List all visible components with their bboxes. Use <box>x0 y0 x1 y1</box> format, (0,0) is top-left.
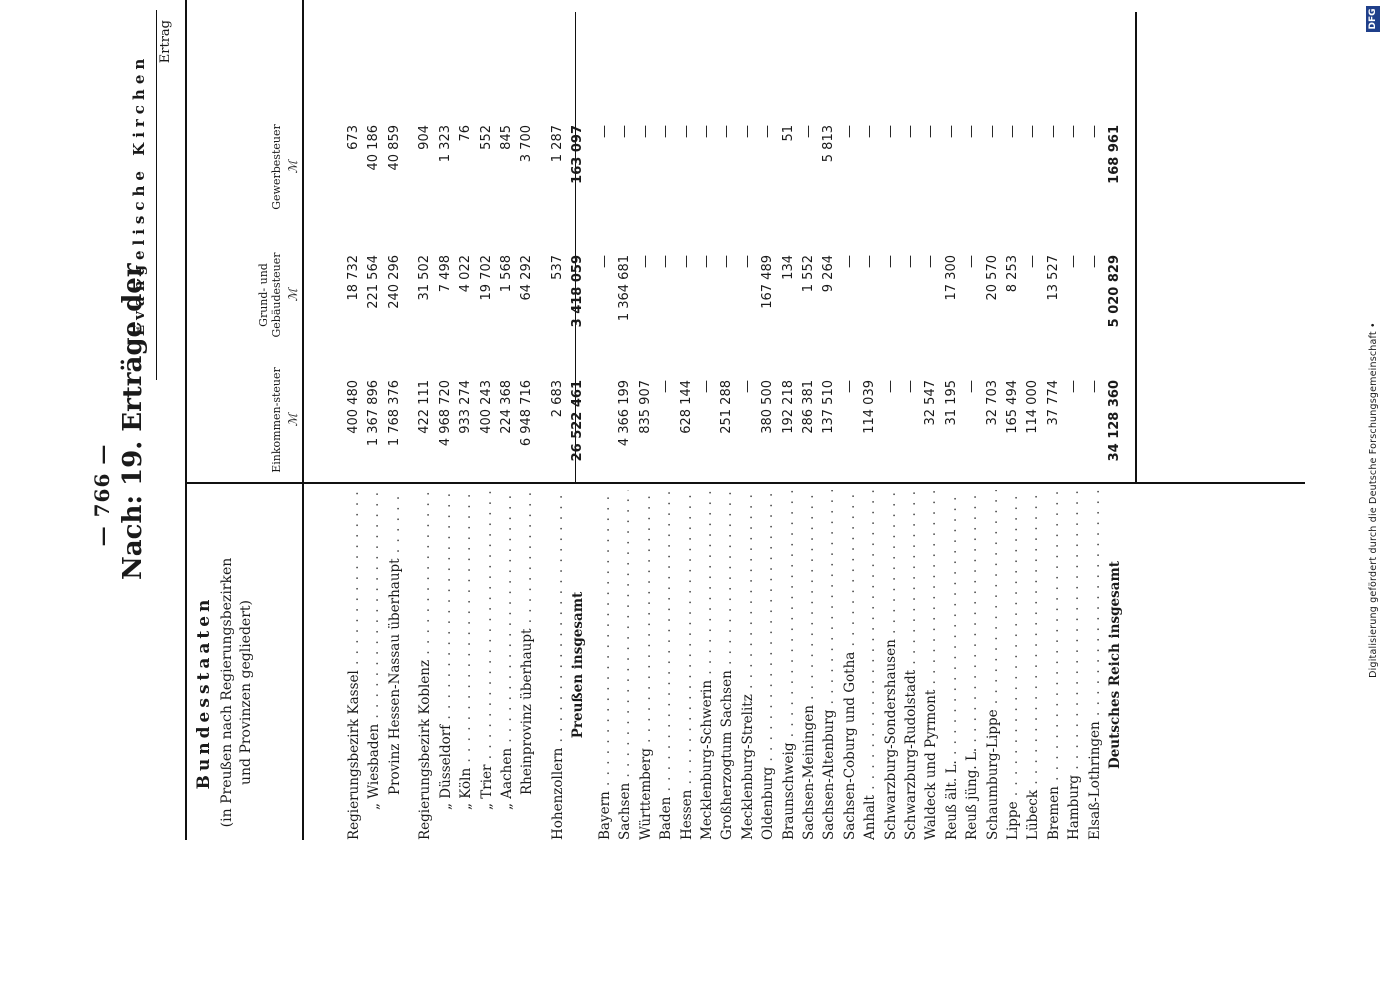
table-row <box>882 0 900 840</box>
row-value-v2: — <box>862 125 878 138</box>
row-value-v0: 137 510 <box>821 380 837 434</box>
table-row <box>457 0 475 840</box>
row-value-v2: 168 961 <box>1106 125 1122 184</box>
table-row <box>922 0 940 840</box>
row-value-v2: 51 <box>780 125 796 142</box>
row-label: Großherzogtum Sachsen . . . <box>718 490 736 840</box>
row-value-v2: — <box>637 125 653 138</box>
row-value-v2: — <box>617 125 633 138</box>
row-label: Hohenzollern . . . <box>549 490 567 840</box>
row-value-v1: 3 418 059 <box>570 255 586 328</box>
row-value-v0: — <box>739 380 755 393</box>
row-value-v1: — <box>1025 255 1041 268</box>
table-row <box>549 0 567 840</box>
row-value-v1: — <box>882 255 898 268</box>
row-value-v0: — <box>882 380 898 393</box>
row-value-v0: 37 774 <box>1045 380 1061 426</box>
table-row <box>678 0 696 840</box>
row-value-v2: — <box>964 125 980 138</box>
column-unit: ℳ <box>286 288 300 302</box>
row-value-v1: — <box>1066 255 1082 268</box>
row-value-v1: 64 292 <box>519 255 535 301</box>
row-label: Schwarzburg-Rudolstadt . . . <box>902 490 920 840</box>
row-value-v1: — <box>923 255 939 268</box>
row-value-v2: 1 287 <box>550 125 565 163</box>
table-row <box>841 0 859 840</box>
row-value-v2: — <box>943 125 959 138</box>
row-value-v2: — <box>882 125 898 138</box>
summary-row <box>569 0 587 840</box>
row-value-v2: — <box>739 125 755 138</box>
row-value-v0: 251 288 <box>719 380 735 434</box>
table-row <box>963 0 981 840</box>
dfg-logo: DFG <box>1366 6 1380 32</box>
row-value-v1: — <box>658 255 674 268</box>
row-value-v1: 1 552 <box>800 255 816 293</box>
dfg-credit: Digitalisierung gefördert durch die Deutsche Forschungsgemeinschaft • <box>1368 322 1379 678</box>
row-value-v1: 9 264 <box>821 255 837 293</box>
row-value-v1: 1 364 681 <box>617 255 633 322</box>
column-label: Grund- und Gebäudesteuer <box>257 252 283 338</box>
table-row <box>596 0 614 840</box>
header-bottom-rule <box>302 0 304 840</box>
column-label: Einkommen-steuer <box>270 367 283 473</box>
row-value-v2: 163 097 <box>570 125 586 184</box>
row-label: Elsaß-Lothringen . . . <box>1086 490 1104 840</box>
row-label: Bayern . . . <box>596 490 614 840</box>
row-label: Mecklenburg-Schwerin . . . <box>698 490 716 840</box>
row-value-v2: 3 700 <box>519 125 535 163</box>
table-row <box>1065 0 1083 840</box>
row-label: „ Wiesbaden . . . <box>365 490 383 810</box>
page-number: — 766 — <box>90 443 114 547</box>
table-row <box>518 0 536 840</box>
table-row <box>416 0 434 840</box>
row-value-v0: 1 367 896 <box>366 380 382 447</box>
row-value-v0: 422 111 <box>417 380 433 434</box>
row-value-v2: — <box>596 125 612 138</box>
row-value-v1: 4 022 <box>458 255 474 293</box>
row-label: Hessen . . . <box>678 490 696 840</box>
row-value-v1: — <box>862 255 878 268</box>
column-unit: ℳ <box>286 160 300 174</box>
table-row <box>637 0 655 840</box>
row-label: Lippe . . . <box>1004 490 1022 840</box>
table-heading: Nach: 19. Erträge der <box>118 263 148 580</box>
row-value-v2: 904 <box>417 125 433 150</box>
table-row <box>698 0 716 840</box>
row-value-v0: 1 768 376 <box>386 380 402 447</box>
row-value-v0: — <box>1086 380 1102 393</box>
row-value-v0: 34 128 360 <box>1106 380 1122 462</box>
table-row <box>386 0 404 840</box>
row-label: Schaumburg-Lippe . . . <box>984 490 1002 840</box>
top-rule <box>185 0 187 840</box>
row-value-v2: — <box>1004 125 1020 138</box>
row-value-v0: 32 547 <box>923 380 939 426</box>
column-header-land-building-tax <box>210 240 300 350</box>
row-value-v2: — <box>760 125 776 138</box>
row-value-v1: 221 564 <box>366 255 382 309</box>
row-label: Lübeck . . . <box>1024 490 1042 840</box>
row-value-v2: — <box>800 125 816 138</box>
table-row <box>1045 0 1063 840</box>
table-row <box>1024 0 1042 840</box>
row-label: Braunschweig . . . <box>780 490 798 840</box>
row-value-v2: — <box>678 125 694 138</box>
row-value-v1: 19 702 <box>478 255 494 301</box>
row-label: Schwarzburg-Sondershausen . . . <box>882 490 900 840</box>
row-value-v2: — <box>984 125 1000 138</box>
row-label: Regierungsbezirk Kassel . . . <box>345 490 363 840</box>
row-value-v1: 18 732 <box>346 255 361 301</box>
row-label: „ Düsseldorf . . . <box>437 490 455 810</box>
row-value-v1: — <box>1086 255 1102 268</box>
row-value-v0: 2 683 <box>550 380 565 418</box>
row-label: Reuß jüng. L. . . . <box>963 490 981 840</box>
row-label: Preußen insgesamt <box>570 591 587 739</box>
table-row <box>478 0 496 840</box>
states-subtitle: (in Preußen nach Regierungsbezirken und Provinzen gegliedert) <box>219 557 254 828</box>
row-value-v2: — <box>841 125 857 138</box>
row-value-v2: — <box>923 125 939 138</box>
row-label: Sachsen-Altenburg . . . <box>820 490 838 840</box>
row-label: Regierungsbezirk Koblenz . . . <box>416 490 434 840</box>
row-value-v1: 5 020 829 <box>1106 255 1122 328</box>
column-header-trade-tax <box>210 112 300 222</box>
row-value-v0: — <box>1066 380 1082 393</box>
row-value-v2: 552 <box>478 125 494 150</box>
ertrag-header: Ertrag <box>158 20 173 64</box>
row-value-v1: 134 <box>780 255 796 280</box>
row-value-v0: 400 480 <box>346 380 361 434</box>
row-value-v0: 26 522 461 <box>570 380 586 462</box>
row-value-v0: 32 703 <box>984 380 1000 426</box>
row-value-v0: — <box>658 380 674 393</box>
row-value-v1: 31 502 <box>417 255 433 301</box>
row-value-v2: — <box>1025 125 1041 138</box>
row-value-v1: 167 489 <box>760 255 776 309</box>
row-value-v0: — <box>698 380 714 393</box>
row-value-v0: — <box>964 380 980 393</box>
row-value-v2: — <box>1086 125 1102 138</box>
states-column-header <box>195 545 256 840</box>
row-label: Hamburg . . . <box>1065 490 1083 840</box>
row-label: Sachsen-Coburg und Gotha . . . <box>841 490 859 840</box>
row-value-v0: 380 500 <box>760 380 776 434</box>
table-row <box>759 0 777 840</box>
row-value-v1: — <box>596 255 612 268</box>
row-value-v1: — <box>739 255 755 268</box>
row-value-v2: 673 <box>346 125 361 150</box>
row-value-v0: 114 000 <box>1025 380 1041 434</box>
row-value-v2: 845 <box>499 125 514 150</box>
row-value-v0: — <box>902 380 918 393</box>
table-row <box>861 0 879 840</box>
row-value-v2: — <box>658 125 674 138</box>
column-label: Gewerbesteuer <box>270 124 283 210</box>
row-value-v2: 40 186 <box>366 125 382 171</box>
row-value-v2: — <box>698 125 714 138</box>
table-row <box>437 0 455 840</box>
row-value-v0: 835 907 <box>637 380 653 434</box>
table-row <box>718 0 736 840</box>
column-unit: ℳ <box>286 413 300 427</box>
table-row <box>1086 0 1104 840</box>
row-value-v1: 1 568 <box>499 255 514 293</box>
row-value-v0: 4 366 199 <box>617 380 633 447</box>
states-title: Bundesstaaten <box>194 595 214 790</box>
row-value-v2: — <box>1066 125 1082 138</box>
row-label: Anhalt . . . <box>861 490 879 840</box>
row-value-v2: 1 323 <box>437 125 453 163</box>
row-value-v1: — <box>964 255 980 268</box>
row-label: „ Aachen . . . <box>498 490 516 810</box>
row-value-v2: — <box>1045 125 1061 138</box>
table-row <box>345 0 363 840</box>
row-value-v1: — <box>637 255 653 268</box>
row-label: Waldeck und Pyrmont . . . <box>922 490 940 840</box>
row-value-v1: 8 253 <box>1004 255 1020 293</box>
table-row <box>902 0 920 840</box>
row-value-v1: — <box>678 255 694 268</box>
row-value-v0: 628 144 <box>678 380 694 434</box>
table-row <box>820 0 838 840</box>
row-value-v0: 31 195 <box>943 380 959 426</box>
row-label: Rheinprovinz überhaupt . . . <box>518 490 536 795</box>
row-value-v0: 286 381 <box>800 380 816 434</box>
row-value-v1: — <box>902 255 918 268</box>
row-label: Reuß ält. L. . . . <box>943 490 961 840</box>
row-value-v1: 537 <box>550 255 565 280</box>
row-value-v0: 400 243 <box>478 380 494 434</box>
row-value-v2: 40 859 <box>386 125 402 171</box>
table-row <box>739 0 757 840</box>
row-label: Mecklenburg-Strelitz . . . <box>739 490 757 840</box>
row-label: „ Köln . . . <box>457 490 475 810</box>
row-label: Bremen . . . <box>1045 490 1063 840</box>
table-row <box>657 0 675 840</box>
row-value-v0: — <box>841 380 857 393</box>
table-row <box>800 0 818 840</box>
row-value-v0: 4 968 720 <box>437 380 453 447</box>
row-value-v0: 165 494 <box>1004 380 1020 434</box>
row-label: Provinz Hessen-Nassau überhaupt . . . <box>386 490 404 795</box>
table-row <box>498 0 516 840</box>
row-value-v1: 7 498 <box>437 255 453 293</box>
row-label: „ Trier . . . <box>478 490 496 810</box>
row-label: Sachsen-Meiningen . . . <box>800 490 818 840</box>
row-value-v0: 114 039 <box>862 380 878 434</box>
row-value-v1: 240 296 <box>386 255 402 309</box>
row-value-v0: 933 274 <box>458 380 474 434</box>
table-row <box>984 0 1002 840</box>
row-value-v1: — <box>698 255 714 268</box>
table-row <box>616 0 634 840</box>
column-header-income-tax <box>210 365 300 475</box>
row-value-v2: 76 <box>458 125 474 142</box>
reich-sum-rule <box>1135 12 1137 482</box>
row-value-v1: — <box>719 255 735 268</box>
table-row <box>943 0 961 840</box>
row-label: Deutsches Reich insgesamt <box>1106 561 1123 769</box>
row-value-v2: 5 813 <box>821 125 837 163</box>
row-value-v0: 6 948 716 <box>519 380 535 447</box>
row-value-v0: 224 368 <box>499 380 514 434</box>
church-header: Evangelische Kirchen <box>130 53 148 337</box>
row-value-v2: — <box>719 125 735 138</box>
row-value-v1: 20 570 <box>984 255 1000 301</box>
row-value-v0: 192 218 <box>780 380 796 434</box>
row-value-v1: — <box>841 255 857 268</box>
table-row <box>780 0 798 840</box>
row-label: Baden . . . <box>657 490 675 840</box>
row-label: Oldenburg . . . <box>759 490 777 840</box>
row-value-v1: 13 527 <box>1045 255 1061 301</box>
row-value-v1: 17 300 <box>943 255 959 301</box>
table-row <box>365 0 383 840</box>
row-value-v2: — <box>902 125 918 138</box>
table-row <box>1004 0 1022 840</box>
summary-row <box>1106 0 1124 840</box>
row-label: Sachsen . . . <box>616 490 634 840</box>
row-label: Württemberg . . . <box>637 490 655 840</box>
church-header-rule <box>156 10 157 380</box>
